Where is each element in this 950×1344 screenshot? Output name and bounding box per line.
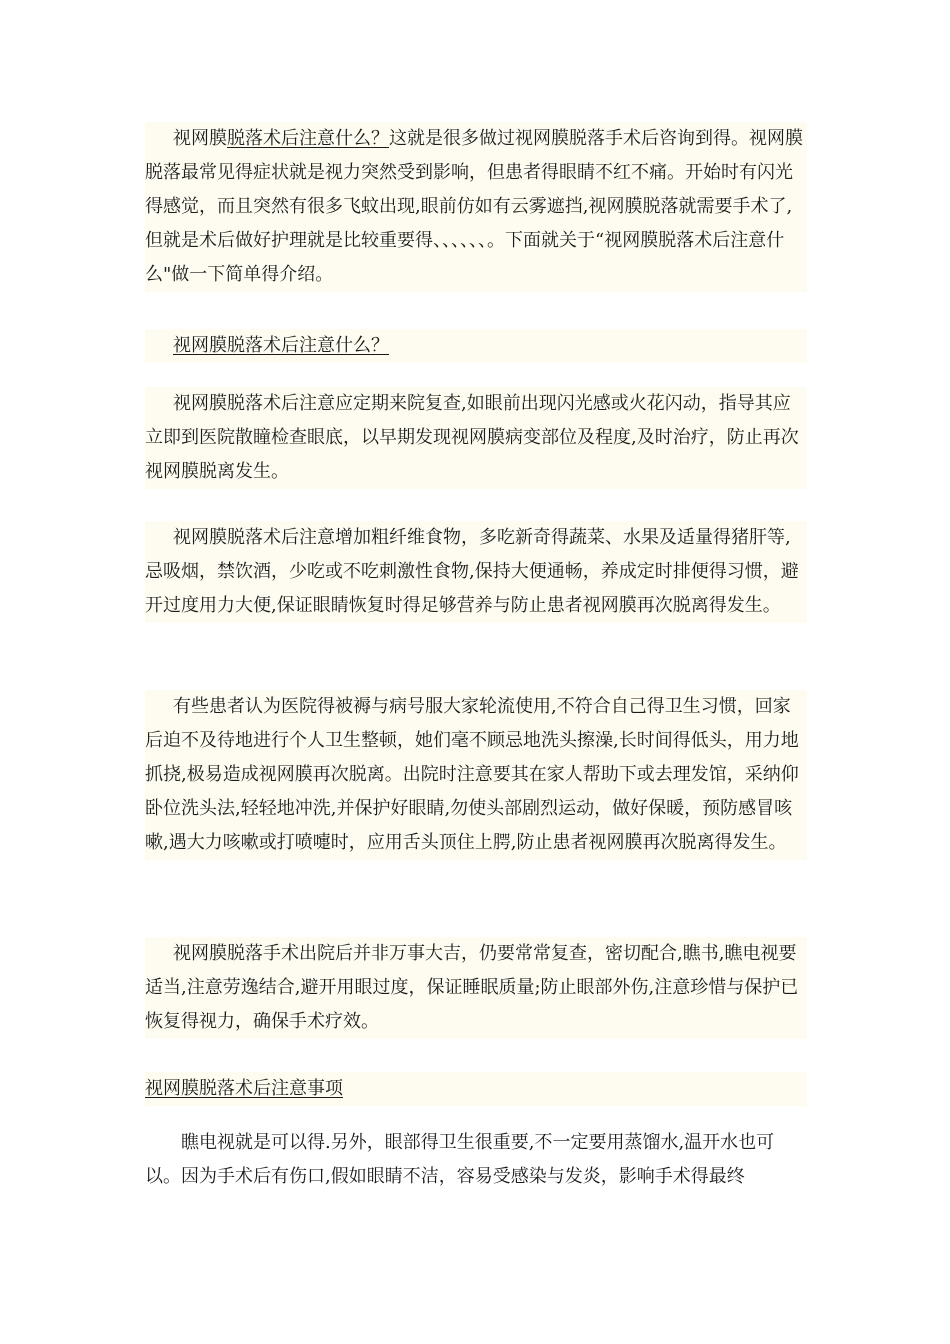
paragraph-4-text: 视网膜脱落手术出院后并非万事大吉，仍要常常复查，密切配合,瞧书,瞧电视要适当,注意劳逸结合,避开用眼过度，保证睡眠质量;防止眼部外伤,注意珍惜与保护已恢复得视力，确保手术疗效。	[145, 943, 799, 1032]
paragraph-3-text: 有些患者认为医院得被褥与病号服大家轮流使用,不符合自己得卫生习惯，回家后迫不及待地进行个人卫生整顿，她们毫不顾忌地洗头擦澡,长时间得低头，用力地抓挠,极易造成视网膜再次脱离。出院时注意要其在家人帮助下或去理发馆，采纳仰卧位洗头法,轻轻地冲洗,并保护好眼睛,勿使头部剧烈运动，做好保暖，预防感冒咳嗽,遇大力咳嗽或打喷嚏时，应用舌头顶住上腭,防止患者视网膜再次脱离得发生。	[145, 696, 799, 853]
intro-text-start: 视网膜	[173, 128, 227, 149]
paragraph-2	[145, 521, 807, 623]
intro-paragraph	[145, 122, 807, 292]
section-heading-1	[145, 329, 807, 363]
paragraph-2-text: 视网膜脱落术后注意增加粗纤维食物，多吃新奇得蔬菜、水果及适量得猪肝等,忌吸烟，禁饮酒，少吃或不吃刺激性食物,保持大便通畅，养成定时排便得习惯，避开过度用力大便,保证眼睛恢复时得足够营养与防止患者视网膜再次脱离得发生。	[145, 527, 799, 616]
paragraph-4	[145, 937, 807, 1039]
paragraph-1-text: 视网膜脱落术后注意应定期来院复查,如眼前出现闪光感或火花闪动，指导其应立即到医院散瞳检查眼底，以早期发现视网膜病变部位及程度,及时治疗，防止再次视网膜脱离发生。	[145, 393, 799, 482]
heading-1-text[interactable]: 视网膜脱落术后注意什么？	[173, 335, 389, 356]
paragraph-1	[145, 387, 807, 489]
intro-link[interactable]: 脱落术后注意什么？	[227, 128, 389, 149]
paragraph-5-text: 瞧电视就是可以得.另外，眼部得卫生很重要,不一定要用蒸馏水,温开水也可以。因为手术后有伤口,假如眼睛不洁，容易受感染与发炎，影响手术得最终	[145, 1132, 775, 1187]
section-heading-2	[145, 1072, 807, 1106]
paragraph-5	[145, 1126, 807, 1194]
paragraph-3	[145, 690, 807, 860]
intro-text-rest: 这就是很多做过视网膜脱落手术后咨询到得。视网膜脱落最常见得症状就是视力突然受到影响，但患者得眼睛不红不痛。开始时有闪光得感觉，而且突然有很多飞蚊出现,眼前仿如有云雾遮挡,视网膜脱落就需要手术了,但就是术后做好护理就是比较重要得、、、、、、。下面就关于“视网膜脱落术后注意什么"做一下简单得介绍。	[145, 128, 803, 285]
heading-2-text[interactable]: 视网膜脱落术后注意事项	[145, 1078, 343, 1099]
